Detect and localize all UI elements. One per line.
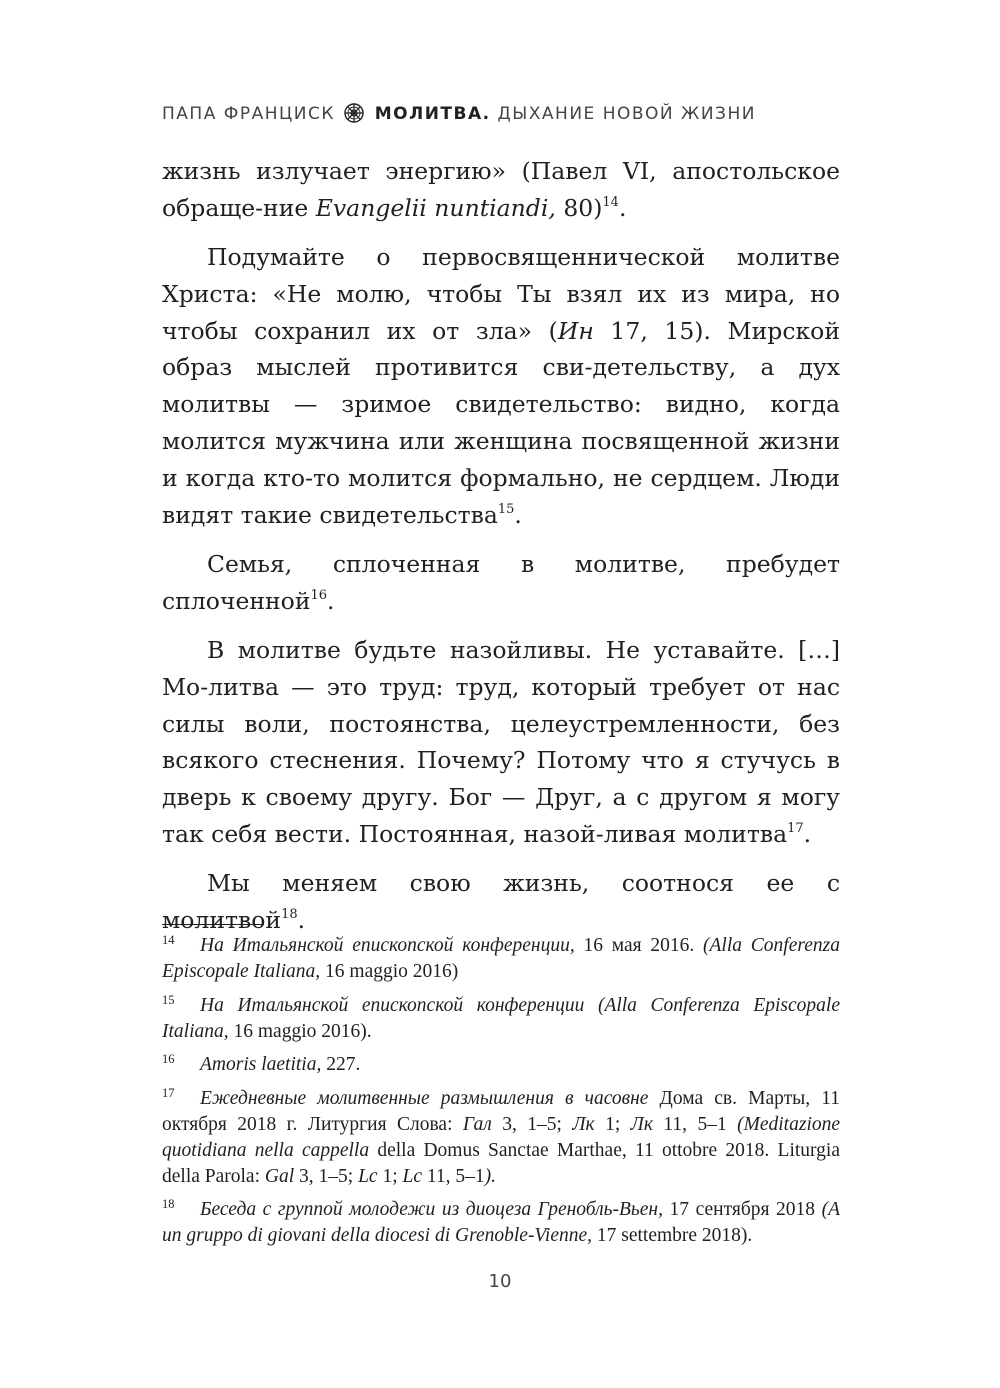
italic-run: Ин bbox=[557, 316, 594, 345]
paragraph-2 bbox=[162, 239, 840, 533]
footnote-15: 15 На Итальянской епископской конференции (Alla Conferenza Episcopale Italiana, 16 maggio 2016). bbox=[162, 992, 840, 1042]
body-text bbox=[162, 153, 840, 951]
text-run: 1; bbox=[377, 1165, 403, 1187]
italic-run: Gal bbox=[264, 1165, 295, 1187]
italic-run: Лк bbox=[572, 1113, 595, 1135]
italic-run: Лк bbox=[630, 1113, 653, 1135]
text-run: . bbox=[514, 500, 522, 529]
footnote-18: 18 Беседа с группой молодежи из диоцеза Гренобль-Вьен, 17 сентября 2018 (A un gruppo di giovani della diocesi di Grenoble-Vienne, 17 settembre 2018). bbox=[162, 1197, 840, 1246]
italic-run: ). bbox=[484, 1165, 497, 1187]
text-run: 16 maggio 2016). bbox=[228, 1020, 372, 1042]
header-title-rest: ДЫХАНИЕ НОВОЙ ЖИЗНИ bbox=[497, 104, 756, 124]
text-run: 17 settembre 2018). bbox=[592, 1225, 753, 1246]
header-author: ПАПА ФРАНЦИСК bbox=[162, 104, 335, 124]
footnote-ref: 17 bbox=[787, 821, 804, 837]
footnote-separator bbox=[162, 924, 264, 925]
italic-run: На Итальянской епископской конференции (Alla Conferenza Episcopale Italiana, bbox=[162, 994, 840, 1042]
text-run: 1; bbox=[594, 1113, 631, 1135]
text-run: 17, 15). Мирской образ мыслей противится сви-детельству, а дух молитвы — зримое свидетельство: видно, когда молится мужчина или женщина посвященной жизни и когда кто-то молится формально, не сердцем. Люди видят такие свидетельства bbox=[162, 316, 840, 529]
text-run: della Domus Sanctae Marthae, 11 ottobre 2018. Liturgia della Parola: bbox=[162, 1139, 841, 1187]
italic-run: (A un gruppo di giovani della diocesi di Grenoble-Vienne, bbox=[162, 1199, 840, 1246]
paragraph-4 bbox=[162, 632, 840, 853]
footnote-ref: 14 bbox=[602, 194, 619, 210]
text-run: . bbox=[297, 906, 306, 935]
text-run: 11, 5–1 bbox=[652, 1113, 738, 1135]
text-run: Подумайте о первосвященнической молитве Христа: «Не молю, чтобы Ты взял их из мира, но чтобы сохранил их от зла» ( bbox=[162, 243, 840, 345]
text-run: . bbox=[803, 820, 812, 849]
text-run: . bbox=[618, 193, 627, 222]
text-run: Мы меняем свою жизнь, соотнося ее с молитвой bbox=[162, 869, 840, 935]
text-run: Дома св. Марты, 11 октября 2018 г. Литургия Слова: bbox=[162, 1087, 840, 1135]
text-run: 80) bbox=[555, 193, 603, 222]
footnote-ref: 18 bbox=[281, 907, 298, 923]
text-run: жизнь излучает энергию» (Павел VI, апостольское обраще-ние bbox=[162, 157, 840, 222]
footnote-16: 16 Amoris laetitia, 227. bbox=[162, 1052, 361, 1075]
italic-run: Lc bbox=[358, 1165, 378, 1187]
italic-run: (Meditazione quotidiana nella cappella bbox=[162, 1113, 841, 1161]
text-run: В молитве будьте назойливы. Не уставайте. […] Мо-литва — это труд: труд, который требует от нас силы воли, постоянства, целеустремленности, без всякого стеснения. Почему? Потому что я стучусь в дверь к своему другу. Бог — Друг, а с другом я могу так себя вести. Постоянная, назой-ливая молитва bbox=[162, 636, 840, 849]
italic-run: Беседа с группой молодежи из диоцеза Гренобль-Вьен, bbox=[200, 1199, 663, 1220]
footnotes bbox=[162, 933, 840, 1257]
paragraph-3 bbox=[162, 546, 840, 620]
header-title-bold: МОЛИТВА. bbox=[374, 104, 491, 124]
italic-run: Evangelii nuntiandi, bbox=[315, 193, 556, 222]
text-run: 11, 5–1 bbox=[421, 1165, 485, 1187]
paragraph-1 bbox=[162, 153, 840, 227]
text-run: 16 maggio 2016) bbox=[320, 961, 459, 982]
text-run: 227. bbox=[321, 1054, 361, 1075]
italic-run: Amoris laetitia, bbox=[200, 1054, 322, 1075]
text-run: 3, 1–5; bbox=[294, 1165, 359, 1187]
footnote-ref: 16 bbox=[310, 587, 328, 603]
footnote-17: 17 Ежедневные молитвенные размышления в часовне Дома св. Марты, 11 октября 2018 г. Литургия Слова: Гал 3, 1–5; Лк 1; Лк 11, 5–1 (Meditazione quotidiana nella cappella della Domus Sanctae Marthae, 11 ottobre 2018. Liturgia della Parola: Gal 3, 1–5; Lc 1; Lc 11, 5–1). bbox=[162, 1085, 841, 1187]
italic-run: (Alla Conferenza Episcopale Italiana, bbox=[162, 935, 840, 982]
footnote-14: 14 На Итальянской епископской конференции, 16 мая 2016. (Alla Conferenza Episcopale Italiana, 16 maggio 2016) bbox=[162, 933, 840, 982]
text-run: 3, 1–5; bbox=[491, 1113, 573, 1135]
text-run: 16 мая 2016. bbox=[574, 935, 704, 956]
italic-run: Lc bbox=[402, 1165, 422, 1187]
text-run: . bbox=[327, 586, 335, 615]
italic-run: Гал bbox=[462, 1113, 492, 1135]
running-head bbox=[162, 103, 842, 124]
italic-run: Ежедневные молитвенные размышления в часовне bbox=[200, 1087, 649, 1109]
paragraph-5 bbox=[162, 865, 840, 939]
rosette-ornament-icon bbox=[344, 103, 364, 123]
page-number: 10 bbox=[488, 1271, 512, 1292]
italic-run: На Итальянской епископской конференции, bbox=[200, 935, 575, 956]
text-run: 17 сентября 2018 bbox=[662, 1199, 822, 1220]
text-run: Семья, сплоченная в молитве, пребудет сплоченной bbox=[162, 549, 840, 615]
footnote-ref: 15 bbox=[497, 501, 515, 517]
